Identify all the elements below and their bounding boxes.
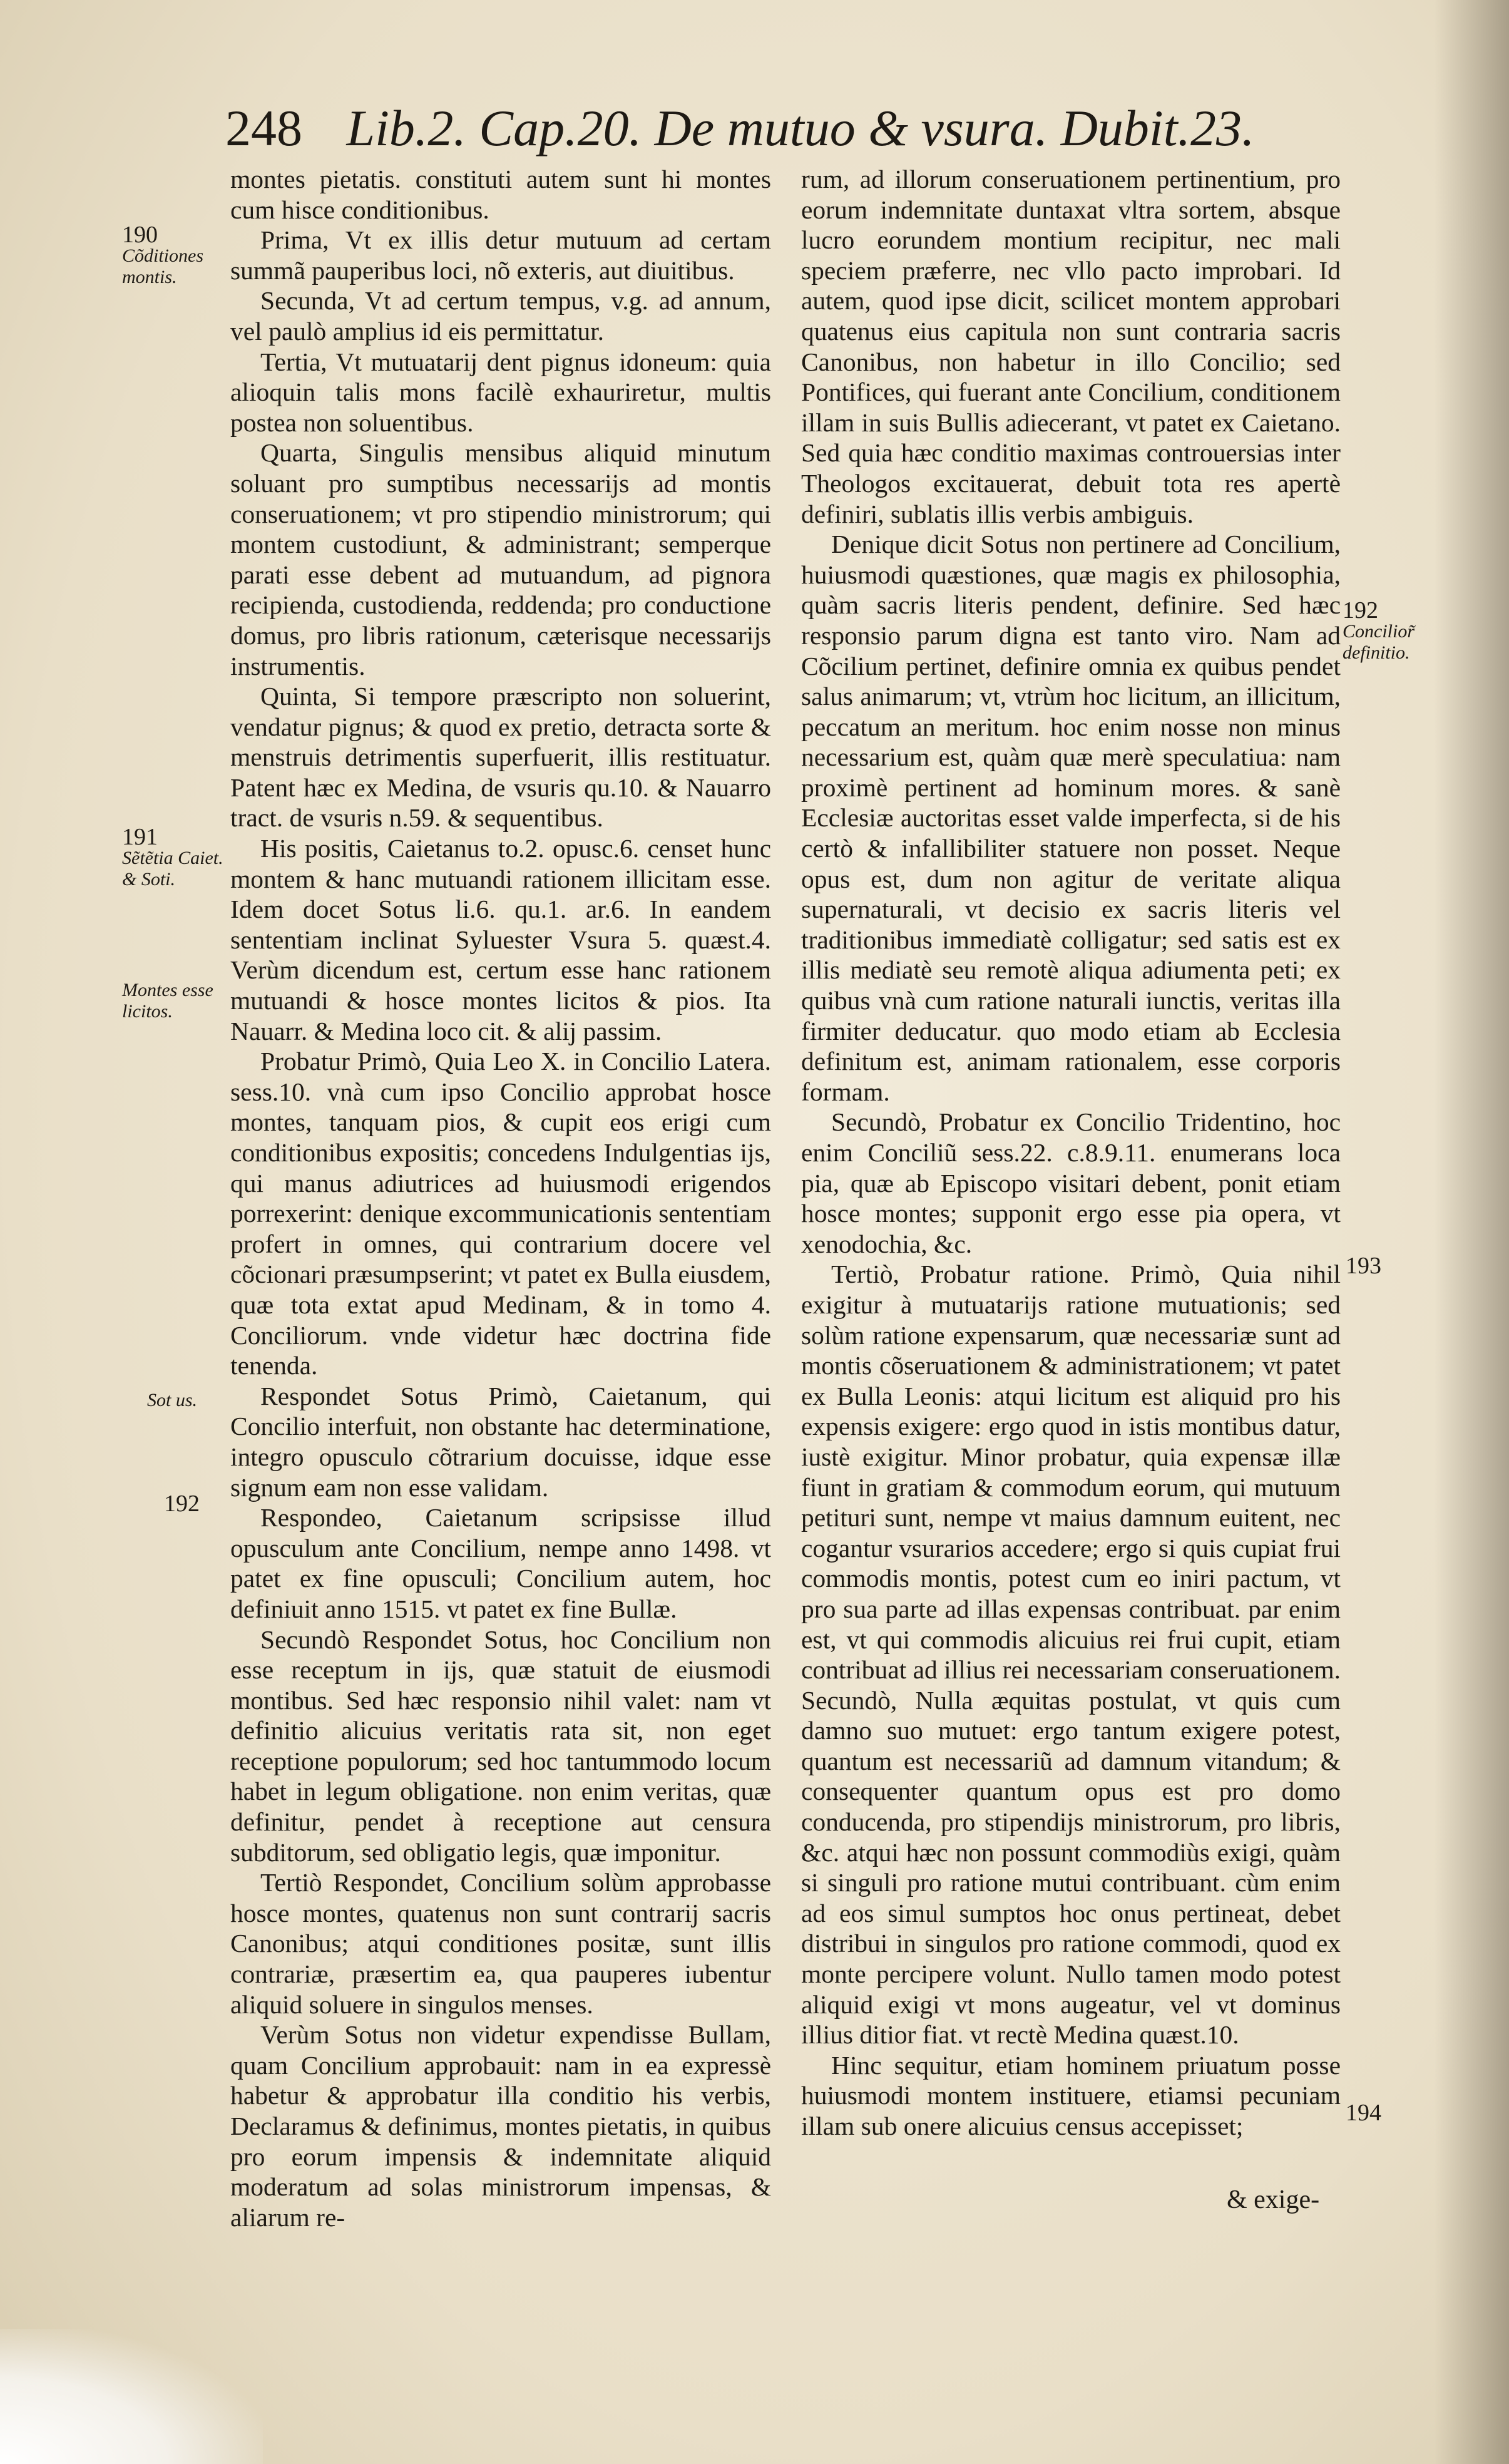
paragraph: Hinc sequitur, etiam hominem priuatum posse huiusmodi montem instituere, etiamsi pecuniam illam sub onere alicuius census accepisset; bbox=[801, 2050, 1341, 2140]
margin-note bbox=[164, 1491, 227, 1517]
catchword: & exige- bbox=[1227, 2185, 1320, 2214]
margin-note bbox=[1346, 2100, 1414, 2126]
margin-note-text: Sot us. bbox=[147, 1390, 198, 1410]
paragraph: Probatur Primò, Quia Leo X. in Concilio Latera. sess.10. vnà cum ipso Concilio approbat hosce montes, tanquam pios, & cupit eos erigi cum conditionibus expositis; concedens Indulgentias ijs, qui manus adiutrices ad huiusmodi erigendos porrexerint: denique excommunicationis sententiam profert in omnes, qui contrarium docere vel cõcionari præsumpserint; vt patet ex Bulla eiusdem, quæ tota extat apud Medinam, & in tomo 4. Conciliorum. vnde videtur hæc doctrina fide tenenda. bbox=[230, 1047, 771, 1380]
paragraph: Tertiò, Probatur ratione. Primò, Quia nihil exigitur à mutuatarijs ratione mutuationis; sed solùm ratione expensarum, quæ necessariæ sunt ad montis cõseruationem & administrationem; vt patet ex Bulla Leonis: atqui licitum est aliquid pro his expensis exigere: ergo quod in istis montibus datur, iustè exigitur. Minor probatur, quia expensæ illæ fiunt in gratiam & commodum eorum, qui mutuum petituri sunt, nempe vt maius damnum euitent, nec cogantur vsurarios accedere; ergo si quis cupiat frui commodis montis, potest cum eo iniri pactum, vt pro sua parte ad illas expensas contribuat. par enim est, vt qui commodis alicuius rei frui cupit, etiam contribuat ad illius rei necessariam conseruationem. Secundò, Nulla æquitas postulat, vt quis cum damno suo mutuet: ergo tantum exigere potest, quantum est necessariũ ad damnum vitandum; & consequenter quantum opus est pro domo conducenda, pro stipendijs ministrorum, pro libris, &c. atqui hæc non possunt commodiùs exigi, quàm si singuli pro ratione mutui contribuant. cùm enim ad eos simul sumptos hoc onus pertineat, debet distribui in singulos pro ratione commodi, quod ex monte percipere volunt. Nullo tamen modo potest aliquid exigi vt mons augeatur, vel vt dominus illius ditior fiat. vt rectè Medina quæst.10. bbox=[801, 1260, 1341, 2050]
margin-note bbox=[122, 826, 228, 890]
paragraph: rum, ad illorum conseruationem pertinentium, pro eorum indemnitate duntaxat vltra sortem, absque lucro eorundem montium recipitur, nec mali speciem præferre, nec vllo pacto improbari. Id autem, quod ipse dicit, scilicet montem approbari quatenus eius capitula non sunt contraria sacris Canonibus, non habetur in illo Concilio; sed Pontifices, qui fuerant ante Concilium, conditionem illam in suis Bullis adiecerant, vt patet ex Caietano. Sed quia hæc conditio maximas controuersias inter Theologos excitauerat, debuit tota res apertè definiri, sublatis illis verbis ambiguis. bbox=[801, 165, 1341, 528]
paragraph: Quarta, Singulis mensibus aliquid minutum soluant pro sumptibus necessarijs ad montis conseruationem; vt pro stipendio ministrorum; qui montem custodiunt, & administrant; semperque parati esse debent ad mutuandum, ad pignora recipienda, custodienda, reddenda; pro conductione domus, pro libris rationum, cæterisque necessarijs instrumentis. bbox=[230, 438, 771, 680]
section-number: 192 bbox=[164, 1491, 200, 1517]
left-column bbox=[230, 164, 771, 2232]
running-header bbox=[225, 94, 1289, 163]
right-column bbox=[801, 164, 1341, 2142]
paragraph: Tertia, Vt mutuatarij dent pignus idoneum: quia alioquin talis mons facilè exhauriretur, multis postea non soluentibus. bbox=[230, 347, 771, 437]
paragraph: Respondeo, Caietanum scripsisse illud opusculum ante Concilium, nempe anno 1498. vt patet ex fine opusculi; Concilium autem, hoc definiuit anno 1515. vt patet ex fine Bullæ. bbox=[230, 1503, 771, 1623]
section-number: 194 bbox=[1346, 2100, 1381, 2126]
paragraph: Quinta, Si tempore præscripto non soluerint, vendatur pignus; & quod ex pretio, detracta sorte & menstruis detrimentis superfuerit, illis restituatur. Patent hæc ex Medina, de vsuris qu.10. & Nauarro tract. de vsuris n.59. & sequentibus. bbox=[230, 682, 771, 833]
section-number: 190 bbox=[122, 222, 158, 248]
margin-note-text: Sẽtẽtia Caiet. & Soti. bbox=[122, 848, 223, 890]
paragraph: montes pietatis. constituti autem sunt hi montes cum hisce conditionibus. bbox=[230, 165, 771, 224]
running-title: Lib.2. Cap.20. De mutuo & vsura. Dubit.23. bbox=[346, 100, 1255, 157]
margin-note bbox=[147, 1390, 228, 1411]
paragraph: Secundò, Probatur ex Concilio Tridentino, hoc enim Conciliũ sess.22. c.8.9.11. enumerans loca pia, quæ ab Episcopo visitari debent, ponit etiam hosce montes; supponit ergo esse pia opera, vt xenodochia, &c. bbox=[801, 1107, 1341, 1258]
paragraph: Respondet Sotus Primò, Caietanum, qui Concilio interfuit, non obstante hac determinatione, integro opusculo cõtrarium docuisse, idque esse signum eam non esse validam. bbox=[230, 1381, 771, 1502]
margin-note bbox=[122, 980, 228, 1022]
paragraph: Denique dicit Sotus non pertinere ad Concilium, huiusmodi quæstiones, quæ magis ex philosophia, quàm sacris literis pendent, definire. Sed hæc responsio parum digna est tanto viro. Nam ad Cõcilium pertinet, definire omnia ex quibus pendet salus animarum; vt, vtrùm hoc licitum, an illicitum, peccatum an meritum. hoc enim nosse non minus necessarium est, quàm quæ merè speculatiua: nam proximè pertinent ad hominum mores. & sanè Ecclesiæ auctoritas esset valde imperfecta, si de his certò & infallibiliter statuere non posset. Neque opus est, dum non agitur de veritate aliqua supernaturali, vt decisio ex sacris literis vel traditionibus immediatè colligatur; sed satis est ex illis mediatè seu remotè aliqua adiumenta peti; ex quibus vnà cum ratione naturali iunctis, veritas illa firmiter deducatur. quo modo etiam ab Ecclesia definitum est, animam rationalem, esse corporis formam. bbox=[801, 530, 1341, 1106]
section-number: 193 bbox=[1346, 1253, 1381, 1279]
paragraph: Secundò Respondet Sotus, hoc Concilium non esse receptum in ijs, quæ statuit de eiusmodi montibus. Sed hæc responsio nihil valet: nam vt definitio alicuius veritatis rata sit, non eget receptione populorum; sed hoc tantummodo locum habet in legum obligatione. non enim veritas, quæ definitur, pendet à receptione aut censura subditorum, sed obligatio legis, quæ imponitur. bbox=[230, 1625, 771, 1867]
margin-note-text: Cõditiones montis. bbox=[122, 245, 204, 287]
margin-note bbox=[1346, 1253, 1414, 1279]
paragraph: Tertiò Respondet, Concilium solùm approbasse hosce montes, quatenus non sunt contrarij sacris Canonibus; atqui conditiones positæ, sunt illis contrariæ, præsertim ea, qua pauperes iubentur aliquid soluere in singulos menses. bbox=[230, 1868, 771, 2019]
section-number: 192 bbox=[1343, 597, 1378, 624]
margin-note-text: Concilior̃ definitio. bbox=[1343, 621, 1415, 663]
page-number: 248 bbox=[225, 100, 302, 157]
paragraph: Verùm Sotus non videtur expendisse Bullam, quam Concilium approbauit: nam in ea expressè habetur & approbatur illa conditio his verbis, Declaramus & definimus, montes pietatis, in quibus pro eorum impensis & indemnitate aliquid moderatum ad solas ministrorum impensas, & aliarum re- bbox=[230, 2020, 771, 2232]
margin-note bbox=[1343, 597, 1449, 664]
section-number: 191 bbox=[122, 824, 158, 850]
paragraph: Prima, Vt ex illis detur mutuum ad certam summã pauperibus loci, nõ exteris, aut diuitibus. bbox=[230, 225, 771, 285]
margin-note bbox=[122, 224, 228, 288]
paragraph: Secunda, Vt ad certum tempus, v.g. ad annum, vel paulò amplius id eis permittatur. bbox=[230, 286, 771, 346]
paper-stain bbox=[0, 2329, 263, 2464]
margin-note-text: Montes esse licitos. bbox=[122, 980, 213, 1022]
paragraph: His positis, Caietanus to.2. opusc.6. censet hunc montem & hanc mutuandi rationem illicitam esse. Idem docet Sotus li.6. qu.1. ar.6. In eandem sententiam inclinat Syluester Vsura 5. quæst.4. Verùm dicendum est, certum esse hanc rationem mutuandi & hosce montes licitos & pios. Ita Nauarr. & Medina loco cit. & alij passim. bbox=[230, 834, 771, 1045]
